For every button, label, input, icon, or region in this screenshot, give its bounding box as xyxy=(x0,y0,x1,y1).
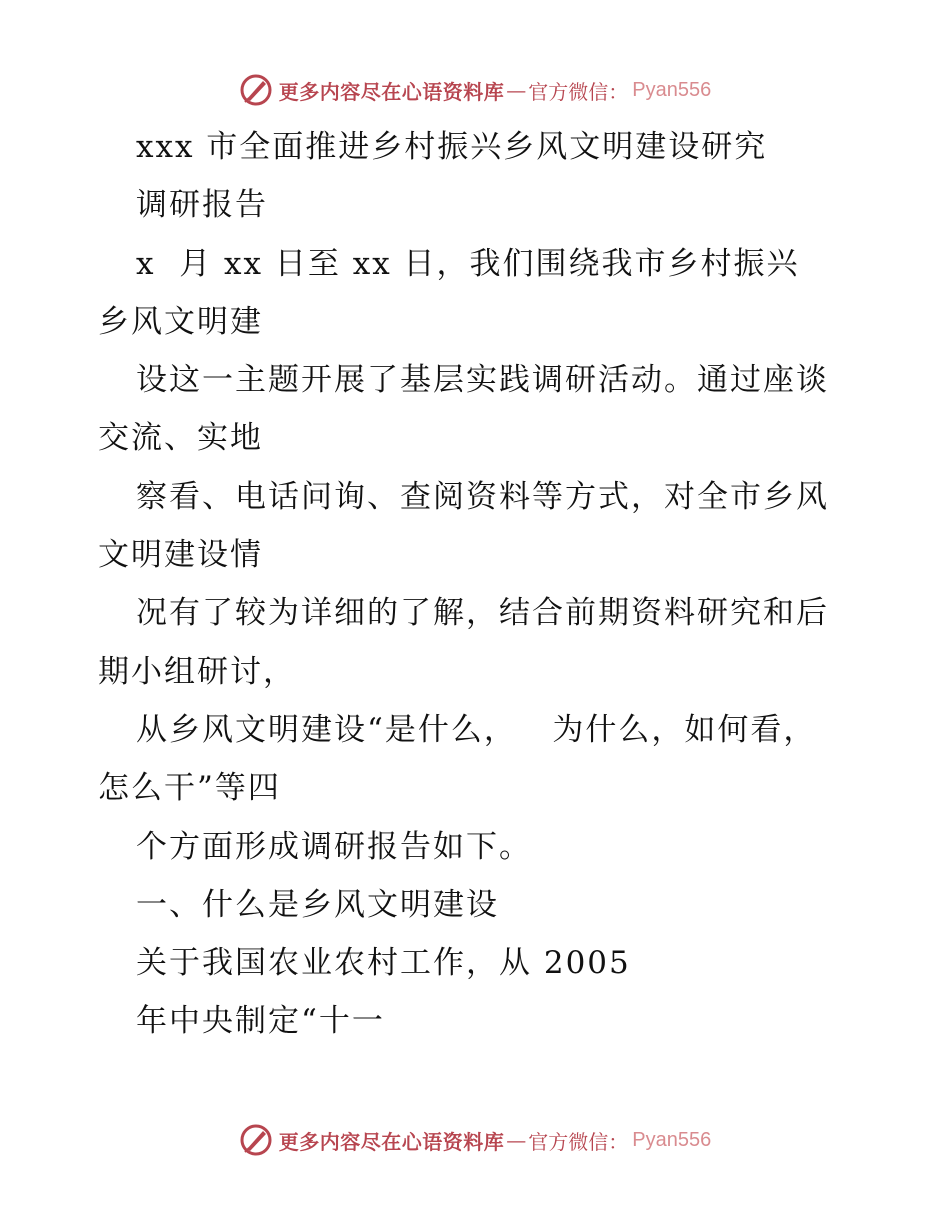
watermark-separator: — xyxy=(506,1128,527,1152)
doc-line: xxx 市全面推进乡村振兴乡风文明建设研究 xyxy=(136,129,768,165)
footer-watermark xyxy=(0,1120,950,1160)
watermark-wechat-id: Pyan556 xyxy=(632,78,712,101)
watermark-label: 官方微信： xyxy=(528,1129,629,1154)
doc-line: 个方面形成调研报告如下。 xyxy=(136,828,532,865)
document-body xyxy=(98,118,858,1051)
doc-line: 设这一主题开展了基层实践调研活动。通过座谈 xyxy=(136,362,829,399)
header-watermark xyxy=(0,70,950,110)
doc-line: 调研报告 xyxy=(136,187,268,224)
doc-line: 从乡风文明建设“是什么， 为什么，如何看， xyxy=(136,711,817,748)
doc-line: 况有了较为详细的了解，结合前期资料研究和后 xyxy=(136,595,829,632)
doc-line: 年中央制定“十一 xyxy=(136,1003,385,1040)
watermark-text: 更多内容尽在心语资料库 xyxy=(278,79,505,104)
doc-line: 怎么干”等四 xyxy=(98,770,281,807)
doc-line: 交流、实地 xyxy=(98,420,263,457)
watermark-separator: — xyxy=(506,78,527,102)
doc-line: 关于我国农业农村工作，从 2005 xyxy=(136,945,631,982)
watermark-label: 官方微信： xyxy=(528,79,629,104)
quill-pen-logo-icon xyxy=(239,73,273,107)
doc-line: 期小组研讨， xyxy=(98,653,296,690)
doc-line: 乡风文明建 xyxy=(98,303,263,340)
doc-line: 文明建设情 xyxy=(98,537,263,574)
section-heading: 一、什么是乡风文明建设 xyxy=(136,886,499,923)
doc-line: 察看、电话问询、查阅资料等方式，对全市乡风 xyxy=(136,478,829,515)
watermark-wechat-id: Pyan556 xyxy=(632,1128,712,1151)
doc-line: x 月 xx 日至 xx 日，我们围绕我市乡村振兴 xyxy=(136,245,800,282)
quill-pen-logo-icon xyxy=(239,1123,273,1157)
watermark-text: 更多内容尽在心语资料库 xyxy=(278,1129,505,1154)
